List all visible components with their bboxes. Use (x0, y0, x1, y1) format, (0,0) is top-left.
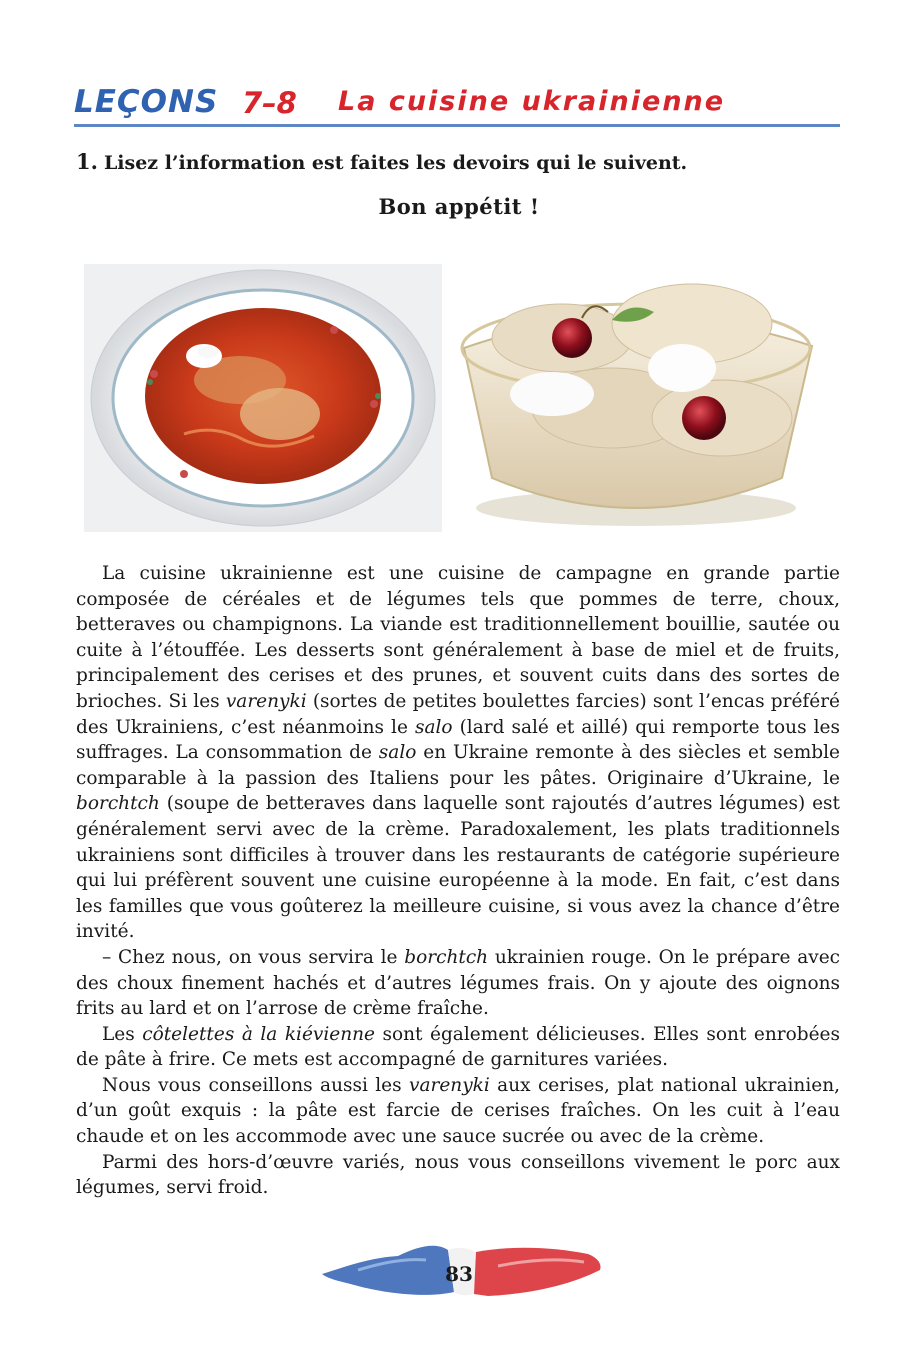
exercise-text: Lisez l’information est faites les devoirs qui le suivent. (103, 152, 688, 174)
paragraph-5 (76, 1150, 840, 1201)
text-span: La cuisine ukrainienne est une cuisine de campagne en grande partie composée de céréales et de légumes tels que pommes de terre, choux, betteraves ou champignons. La viande est traditionnellement bouillie, sautée ou cuite à l’étouffée. Les desserts sont généralement à base de miel et de fruits, principalement des cerises et des prunes, et souvent cuits dans des sortes de brioches. Si les (76, 563, 840, 712)
text-span: en Ukraine remonte à des siècles et semble comparable à la passion des Italiens pour les pâtes. Originaire d’Ukraine, le (76, 742, 840, 789)
italic-term: varenyki (409, 1074, 490, 1096)
varenyky-photo (442, 228, 830, 536)
borscht-photo (84, 264, 442, 532)
section-title: Bon appétit ! (378, 194, 540, 219)
italic-term: salo (378, 742, 417, 764)
text-span: Nous vous conseillons aussi les (102, 1074, 410, 1096)
text-span: Les (102, 1023, 143, 1045)
page-number: 83 (445, 1262, 473, 1286)
body-text (76, 561, 840, 1201)
text-span: Parmi des hors-d’œuvre variés, nous vous conseillons vivement le porc aux légumes, servi froid. (76, 1151, 840, 1199)
exercise-instruction (76, 149, 687, 174)
header-rule (74, 124, 840, 127)
exercise-number: 1. (76, 149, 98, 174)
italic-term: salo (414, 716, 453, 738)
lesson-label: LEÇONS (74, 84, 219, 120)
paragraph-2 (76, 945, 840, 1022)
text-span: – Chez nous, on vous servira le (102, 946, 405, 968)
text-span: aux cerises, plat national ukrainien, d’un goût exquis : la pâte est farcie de cerises fraîches. On les cuit à l’eau chaude et on les accommode avec une sauce sucrée ou avec de la crème. (76, 1074, 840, 1148)
text-span: (sortes de petites boulettes farcies) sont l’encas préféré des Ukrainiens, c’est néanmoins le (76, 690, 840, 738)
text-span: sont également délicieuses. Elles sont enrobées de pâte à frire. Ce mets est accompagné de garnitures variées. (76, 1023, 840, 1071)
text-span: ukrainien rouge. On le prépare avec des choux finement hachés et d’autres légumes frais. On y ajoute des oignons frits au lard et on l’arrose de crème fraîche. (76, 946, 840, 1020)
italic-term: varenyki (225, 690, 307, 712)
paragraph-4 (76, 1073, 840, 1150)
italic-term: côtelettes à la kiévienne (142, 1023, 375, 1045)
lesson-title: La cuisine ukrainienne (338, 86, 726, 117)
italic-term: borchtch (404, 946, 489, 968)
text-span: (soupe de betteraves dans laquelle sont rajoutés d’autres légumes) est généralement servi avec de la crème. Paradoxalement, les plats traditionnels ukrainiens sont difficiles à trouver dans les restaurants de catégorie supérieure qui lui préfèrent souvent une cuisine européenne à la mode. En fait, c’est dans les familles que vous goûterez la meilleure cuisine, si vous avez la chance d’être invité. (76, 793, 840, 943)
lesson-numbers: 7–8 (242, 86, 297, 120)
text-span: (lard salé et aillé) qui remporte tous les suffrages. La consommation de (76, 716, 840, 764)
lesson-header (74, 84, 840, 128)
paragraph-1 (76, 561, 840, 945)
paragraph-3 (76, 1022, 840, 1073)
italic-term: borchtch (76, 793, 160, 815)
